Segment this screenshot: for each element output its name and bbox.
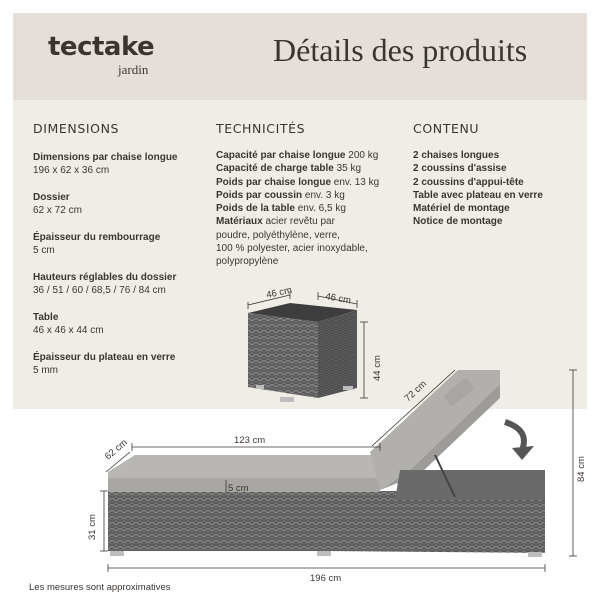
tech-label: Capacité par chaise longue bbox=[216, 150, 346, 161]
contenu-item: 2 coussins d'assise bbox=[413, 163, 507, 175]
tech-label: Capacité de charge table bbox=[216, 163, 334, 175]
contenu-heading: CONTENU bbox=[413, 121, 480, 136]
tech-label: Poids de la table bbox=[216, 203, 295, 215]
dimension-label: Épaisseur du plateau en verre bbox=[33, 352, 176, 363]
contenu-item: Notice de montage bbox=[413, 216, 503, 228]
lounger-width-label: 62 cm bbox=[102, 437, 130, 463]
contenu-item: Table avec plateau en verre bbox=[413, 189, 543, 201]
materials-line: 100 % polyester, acier inoxydable, bbox=[216, 243, 368, 255]
tech-label: Matériaux bbox=[216, 216, 263, 228]
dimension-value: 36 / 51 / 60 / 68,5 / 76 / 84 cm bbox=[33, 285, 166, 296]
table-height-label: 44 cm bbox=[372, 355, 383, 381]
backrest-length-label: 72 cm bbox=[402, 378, 429, 405]
base-height-label: 31 cm bbox=[87, 514, 98, 540]
dimension-label: Épaisseur du rembourrage bbox=[33, 232, 161, 243]
tech-value: acier revêtu par bbox=[262, 216, 335, 228]
total-length-label: 196 cm bbox=[310, 573, 342, 584]
seat-length-label: 123 cm bbox=[234, 435, 266, 446]
tech-value: 200 kg bbox=[345, 150, 379, 161]
dimension-label: Hauteurs réglables du dossier bbox=[33, 272, 177, 283]
tech-value: env. 6,5 kg bbox=[294, 203, 346, 215]
dimensions-heading: DIMENSIONS bbox=[33, 121, 120, 136]
table-width-label: 46 cm bbox=[265, 284, 293, 301]
contenu-item: 2 coussins d'appui-tête bbox=[413, 176, 524, 188]
total-height-label: 84 cm bbox=[576, 456, 587, 482]
pad-thickness-label: 5 cm bbox=[228, 483, 249, 494]
dimension-label: Dossier bbox=[33, 192, 70, 203]
tech-value: 35 kg bbox=[333, 163, 362, 175]
dimension-label: Table bbox=[33, 312, 59, 323]
materials-line: polypropylène bbox=[216, 256, 279, 268]
dimension-value: 62 x 72 cm bbox=[33, 205, 82, 216]
footnote: Les mesures sont approximatives bbox=[29, 582, 171, 593]
tech-label: Poids par coussin bbox=[216, 189, 303, 201]
brand-logo: tectake bbox=[48, 32, 155, 62]
side-table bbox=[248, 303, 357, 402]
tech-label: Poids par chaise longue bbox=[216, 176, 332, 188]
brand-subtitle: jardin bbox=[118, 62, 149, 77]
tech-value: env. 3 kg bbox=[302, 189, 345, 201]
tech-value: env. 13 kg bbox=[331, 176, 380, 188]
technicites-heading: TECHNICITÉS bbox=[216, 121, 306, 136]
dimension-label: Dimensions par chaise longue bbox=[33, 152, 178, 163]
lounger bbox=[108, 370, 545, 557]
dimension-value: 196 x 62 x 36 cm bbox=[33, 165, 110, 176]
dimension-value: 5 cm bbox=[33, 245, 55, 256]
dimension-value: 46 x 46 x 44 cm bbox=[33, 325, 104, 336]
table-depth-label: 46 cm bbox=[324, 291, 352, 307]
materials-line: poudre, polyéthylène, verre, bbox=[216, 229, 340, 241]
contenu-item: Matériel de montage bbox=[413, 203, 510, 215]
dimension-value: 5 mm bbox=[33, 365, 58, 376]
contenu-item: 2 chaises longues bbox=[413, 150, 500, 161]
page-title: Détails des produits bbox=[273, 32, 528, 68]
